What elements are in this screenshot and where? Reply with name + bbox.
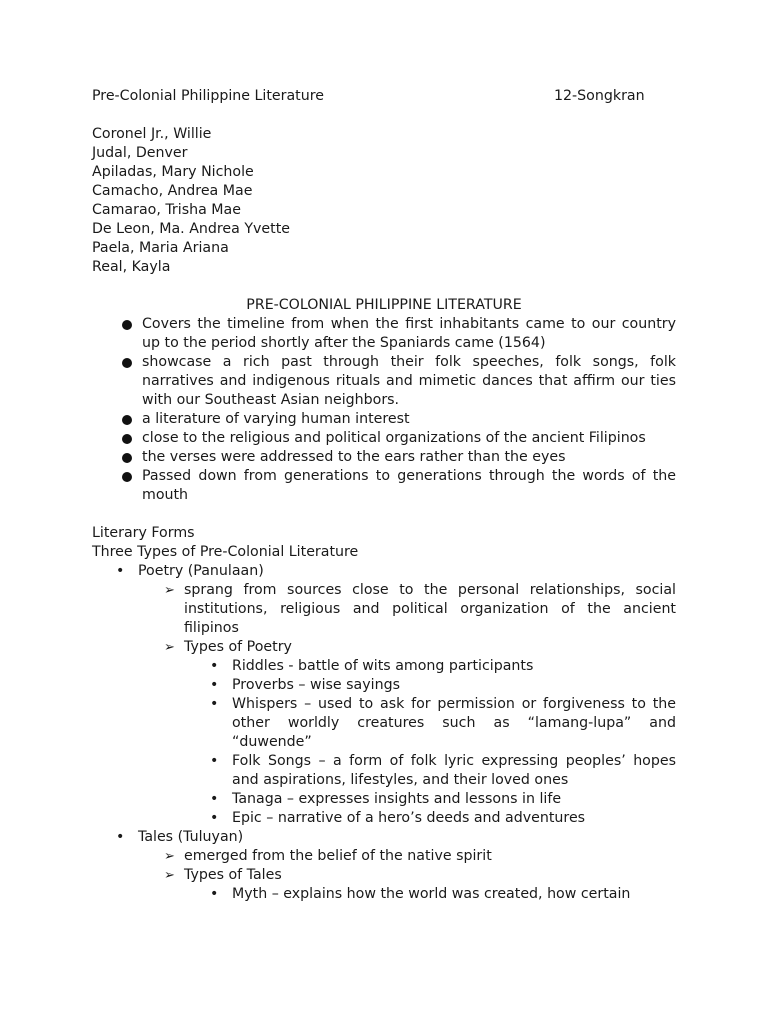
list-item [92, 657, 676, 676]
arrow-bullet-icon: ➢ [164, 868, 175, 883]
tales-types-list [92, 885, 676, 904]
list-item-text: sprang from sources close to the personal relationships, social institutions, religious and political organization of the ancient filipinos [184, 582, 676, 636]
list-item-text: Passed down from generations to generations through the words of the mouth [142, 468, 676, 503]
arrow-bullet-icon: ➢ [164, 849, 175, 864]
document-page [92, 87, 676, 904]
list-item-text: Covers the timeline from when the first inhabitants came to our country up to the period shortly after the Spaniards came (1564) [142, 316, 676, 351]
list-item-text: Epic – narrative of a hero’s deeds and adventures [232, 810, 586, 826]
list-item [92, 467, 676, 505]
list-item-text: Poetry (Panulaan) [138, 563, 264, 579]
list-item [92, 695, 676, 752]
bullet-icon [122, 453, 132, 463]
list-item [92, 353, 676, 410]
list-item-text: emerged from the belief of the native spirit [184, 848, 492, 864]
section-heading: PRE-COLONIAL PHILIPPINE LITERATURE [246, 297, 522, 313]
list-item-text: Tales (Tuluyan) [138, 829, 244, 845]
bullet-icon [122, 358, 132, 368]
arrow-bullet-icon: ➢ [164, 583, 175, 598]
list-item [92, 638, 676, 657]
document-title: Pre-Colonial Philippine Literature [92, 88, 324, 104]
list-item [92, 866, 676, 885]
bullet-icon: • [116, 563, 125, 579]
bullet-icon [122, 415, 132, 425]
list-item [92, 315, 676, 353]
list-item-text: Types of Tales [184, 867, 282, 883]
list-item-tales [92, 828, 676, 847]
member-name: Apiladas, Mary Nichole [92, 164, 254, 180]
list-item-text: Types of Poetry [184, 639, 292, 655]
literature-types-list [92, 828, 676, 847]
group-member-list [92, 125, 676, 277]
bullet-icon: • [210, 810, 219, 826]
bullet-icon [122, 434, 132, 444]
bullet-icon [122, 472, 132, 482]
list-item [92, 809, 676, 828]
bullet-icon: • [210, 677, 219, 693]
list-item [92, 429, 676, 448]
document-header [92, 87, 676, 106]
list-item-text: Folk Songs – a form of folk lyric expressing peoples’ hopes and aspirations, lifestyles, and their loved ones [232, 753, 676, 788]
literary-forms-subheading: Three Types of Pre-Colonial Literature [92, 544, 359, 560]
member-name: Real, Kayla [92, 259, 171, 275]
bullet-icon: • [210, 791, 219, 807]
list-item [92, 410, 676, 429]
poetry-details-list [92, 581, 676, 657]
member-name: Camacho, Andrea Mae [92, 183, 253, 199]
characteristics-list [92, 315, 676, 505]
literary-forms-section [92, 524, 676, 904]
bullet-icon: • [210, 658, 219, 674]
member-name: Paela, Maria Ariana [92, 240, 229, 256]
literary-forms-heading: Literary Forms [92, 525, 195, 541]
bullet-icon: • [210, 753, 219, 769]
list-item-text: Tanaga – expresses insights and lessons in life [232, 791, 562, 807]
bullet-icon: • [116, 829, 125, 845]
list-item [92, 885, 676, 904]
bullet-icon: • [210, 886, 219, 902]
bullet-icon: • [210, 696, 219, 712]
list-item [92, 448, 676, 467]
list-item [92, 752, 676, 790]
member-name: Judal, Denver [92, 145, 188, 161]
list-item [92, 790, 676, 809]
list-item-text: a literature of varying human interest [142, 411, 410, 427]
list-item-text: the verses were addressed to the ears rather than the eyes [142, 449, 566, 465]
list-item-text: close to the religious and political organizations of the ancient Filipinos [142, 430, 646, 446]
list-item-poetry [92, 562, 676, 581]
member-name: Coronel Jr., Willie [92, 126, 212, 142]
literature-types-list [92, 562, 676, 581]
list-item-text: showcase a rich past through their folk speeches, folk songs, folk narratives and indigenous rituals and mimetic dances that affirm our ties with our Southeast Asian neighbors. [142, 354, 676, 408]
list-item-text: Proverbs – wise sayings [232, 677, 400, 693]
list-item-text: Riddles - battle of wits among participants [232, 658, 534, 674]
arrow-bullet-icon: ➢ [164, 640, 175, 655]
bullet-icon [122, 320, 132, 330]
list-item-text: Whispers – used to ask for permission or forgiveness to the other worldly creatures such as “lamang-lupa” and “duwende” [232, 696, 676, 750]
list-item [92, 847, 676, 866]
poetry-types-list [92, 657, 676, 828]
member-name: Camarao, Trisha Mae [92, 202, 241, 218]
member-name: De Leon, Ma. Andrea Yvette [92, 221, 290, 237]
list-item [92, 676, 676, 695]
list-item [92, 581, 676, 638]
list-item-text: Myth – explains how the world was created, how certain [232, 886, 631, 902]
section-label: 12-Songkran [554, 88, 645, 104]
tales-details-list [92, 847, 676, 885]
